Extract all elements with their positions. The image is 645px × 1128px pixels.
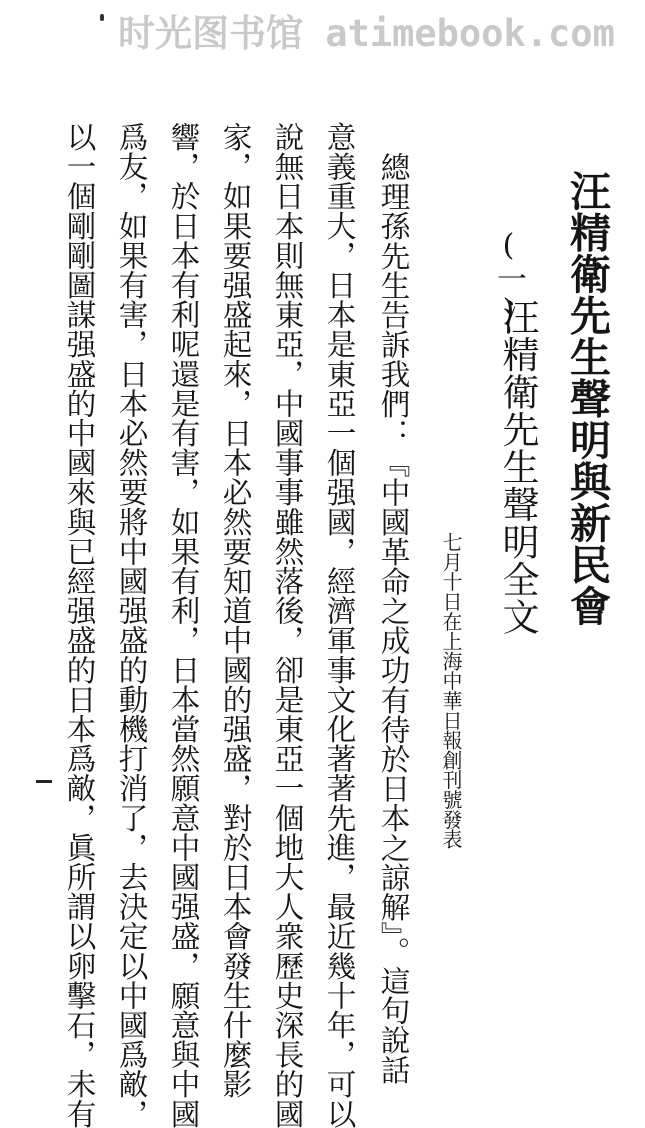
section-title: 汪精衛先生聲明全文: [496, 298, 539, 636]
body-line: 以一個剛剛圖謀强盛的中國來與已經强盛的日本爲敵，眞所謂以卵擊石，未有: [62, 122, 97, 1128]
body-line: 爲友，如果有害，日本必然要將中國强盛的動機打消了，去決定以中國爲敵，: [114, 122, 149, 1128]
body-line: 響，於日本有利呢還是有害，如果有利，日本當然願意中國强盛，願意與中國: [166, 122, 201, 1128]
document-title: 汪精衛先生聲明與新民會: [563, 170, 611, 627]
margin-mark: [36, 780, 52, 783]
body-line: 意義重大，日本是東亞一個强國，經濟軍事文化著著先進，最近幾十年，可以: [322, 122, 357, 1128]
page-speck: [100, 14, 104, 21]
section-number: (一): [491, 228, 526, 328]
watermark: 时光图书馆 atimebook.com: [118, 12, 615, 55]
body-line: 家，如果要强盛起來，日本必然要知道中國的强盛，對於日本會發生什麼影: [218, 122, 253, 1099]
body-line: 說無日本則無東亞，中國事事雖然落後，卻是東亞一個地大人衆歷史深長的國: [270, 122, 305, 1128]
body-line: 總理孫先生告訴我們：『中國革命之成功有待於日本之諒解』。這句說話: [376, 152, 411, 1085]
dateline: 七月十日在上海中華日報創刊號發表: [439, 532, 463, 849]
